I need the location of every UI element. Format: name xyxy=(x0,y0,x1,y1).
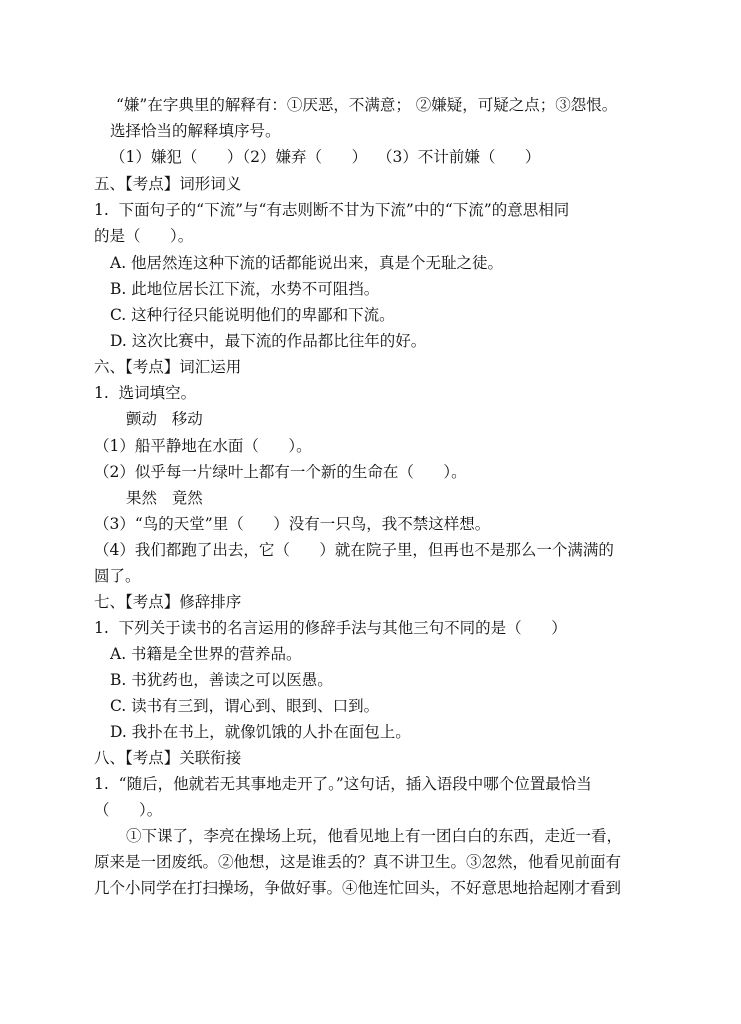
section-heading-7: 七、【考点】修辞排序 xyxy=(94,593,242,611)
option-b: B. 此地位居长江下流，水势不可阻挡。 xyxy=(110,280,380,298)
option-a: A. 他居然连这种下流的话都能说出来，真是个无耻之徒。 xyxy=(110,254,504,272)
question-line: 1. 选词填空。 xyxy=(94,384,197,402)
question-line: 的是（ ）。 xyxy=(94,227,194,245)
section-heading-5: 五、【考点】词形词义 xyxy=(94,175,242,193)
option-c: C. 这种行径只能说明他们的卑鄙和下流。 xyxy=(110,306,395,324)
passage-line: 原来是一团废纸。②他想，这是谁丢的？真不讲卫生。③忽然，他看见前面有 xyxy=(94,853,622,871)
fill-blank-line: （2）似乎每一片绿叶上都有一个新的生命在（ ）。 xyxy=(94,463,467,481)
word-choices: 颤动 移动 xyxy=(126,410,203,428)
instruction-line: 选择恰当的解释填序号。 xyxy=(110,122,281,140)
fill-blank-line: （4）我们都跑了出去，它（ ）就在院子里，但再也不是那么一个满满的 xyxy=(94,541,614,559)
section-heading-6: 六、【考点】词汇运用 xyxy=(94,358,242,376)
option-b: B. 书犹药也，善读之可以医愚。 xyxy=(110,671,333,689)
fill-blank-line: （3）“鸟的天堂”里（ ）没有一只鸟，我不禁这样想。 xyxy=(94,515,491,533)
passage-line: ①下课了，李亮在操场上玩，他看见地上有一团白白的东西，走近一看， xyxy=(126,827,623,845)
question-line: 1. 下列关于读书的名言运用的修辞手法与其他三句不同的是（ ） xyxy=(94,619,567,637)
fill-blank-line: （1）嫌犯（ ）（2）嫌弃（ ） （3）不计前嫌（ ） xyxy=(110,148,541,166)
option-d: D. 这次比赛中，最下流的作品都比往年的好。 xyxy=(110,332,427,350)
question-line: 1. 下面句子的“下流”与“有志则断不甘为下流”中的“下流”的意思相同 xyxy=(94,201,570,219)
definition-line: “嫌”在字典里的解释有：①厌恶，不满意； ②嫌疑，可疑之点；③怨恨。 xyxy=(116,96,618,114)
option-a: A. 书籍是全世界的营养品。 xyxy=(110,645,302,663)
section-heading-8: 八、【考点】关联衔接 xyxy=(94,749,242,767)
word-choices: 果然 竟然 xyxy=(126,489,203,507)
fill-blank-line: （1）船平静地在水面（ ）。 xyxy=(94,437,312,455)
option-c: C. 读书有三到，谓心到、眼到、口到。 xyxy=(110,697,380,715)
fill-blank-line: 圆了。 xyxy=(94,567,141,585)
passage-line: 几个小同学在打扫操场，争做好事。④他连忙回头，不好意思地拾起刚才看到 xyxy=(94,879,622,897)
option-d: D. 我扑在书上，就像饥饿的人扑在面包上。 xyxy=(110,723,411,741)
question-line: （ ）。 xyxy=(94,801,163,819)
question-line: 1. “随后，他就若无其事地走开了。”这句话，插入语段中哪个位置最恰当 xyxy=(94,775,592,793)
